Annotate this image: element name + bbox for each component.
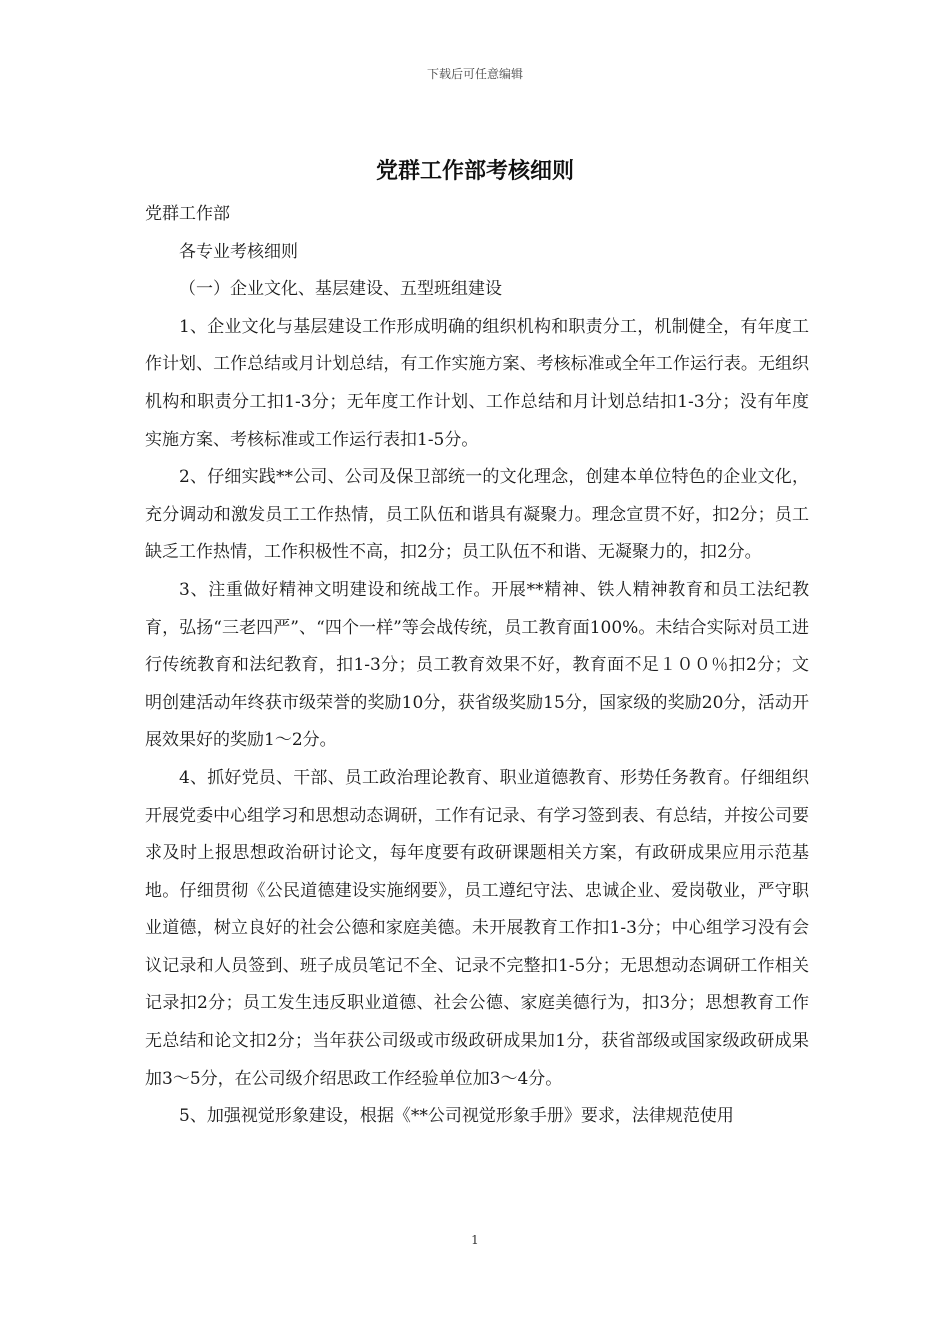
paragraph-5: 5、加强视觉形象建设，根据《**公司视觉形象手册》要求，法律规范使用 [179,1106,734,1127]
paragraph-2: 2、仔细实践**公司、公司及保卫部统一的文化理念，创建本单位特色的企业文化，充分调动和激发员工工作热情，员工队伍和谐具有凝聚力。理念宣贯不好，扣2分；员工缺乏工作热情，工作积极性不高，扣2分；员工队伍不和谐、无凝聚力的，扣2分。 [145,467,809,563]
section-heading: （一）企业文化、基层建设、五型班组建设 [179,279,502,300]
document-body [145,196,809,1136]
document-subtitle: 各专业考核细则 [179,241,298,262]
paragraph-1: 1、企业文化与基层建设工作形成明确的组织机构和职责分工，机制健全，有年度工作计划、工作总结或月计划总结，有工作实施方案、考核标准或全年工作运行表。无组织机构和职责分工扣1-3分；无年度工作计划、工作总结和月计划总结扣1-3分；没有年度实施方案、考核标准或工作运行表扣1-5分。 [145,316,809,450]
page-number: 1 [471,1233,479,1247]
paragraph-4: 4、抓好党员、干部、员工政治理论教育、职业道德教育、形势任务教育。仔细组织开展党委中心组学习和思想动态调研，工作有记录、有学习签到表、有总结，并按公司要求及时上报思想政治研讨论文，每年度要有政研课题相关方案，有政研成果应用示范基地。仔细贯彻《公民道德建设实施纲要》，员工遵纪守法、忠诚企业、爱岗敬业，严守职业道德，树立良好的社会公德和家庭美德。未开展教育工作扣1-3分；中心组学习没有会议记录和人员签到、班子成员笔记不全、记录不完整扣1-5分；无思想动态调研工作相关记录扣2分；员工发生违反职业道德、社会公德、家庭美德行为，扣3分；思想教育工作无总结和论文扣2分；当年获公司级或市级政研成果加1分，获省部级或国家级政研成果加3～5分，在公司级介绍思政工作经验单位加3～4分。 [145,767,809,1089]
page-header: 下载后可任意编辑 [426,67,523,81]
paragraph-3: 3、注重做好精神文明建设和统战工作。开展**精神、铁人精神教育和员工法纪教育，弘扬“三老四严”、“四个一样”等会战传统，员工教育面100%。未结合实际对员工进行传统教育和法纪教育，扣1-3分；员工教育效果不好，教育面不足１００％扣2分；文明创建活动年终获市级荣誉的奖励10分，获省级奖励15分，国家级的奖励20分，活动开展效果好的奖励1～2分。 [145,579,809,751]
department-name: 党群工作部 [145,204,230,224]
document-title: 党群工作部考核细则 [375,158,574,184]
